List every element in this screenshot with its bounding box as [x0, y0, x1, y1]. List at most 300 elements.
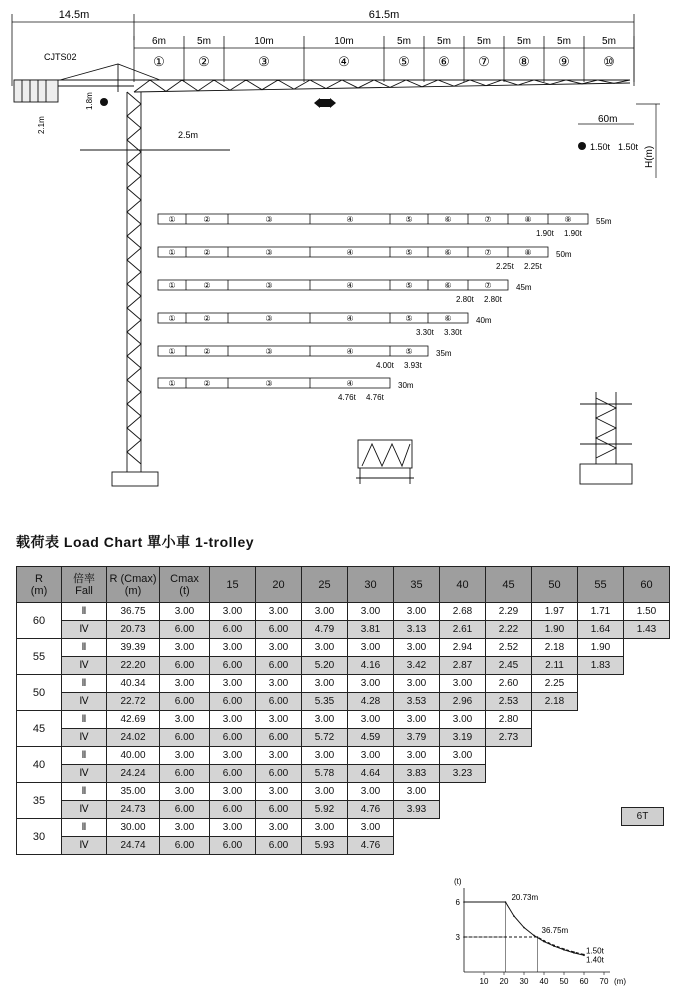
segment-length: 5m — [517, 36, 531, 47]
config-bar — [158, 247, 572, 271]
load-cell: 2.61 — [440, 621, 486, 639]
table-row — [17, 693, 670, 711]
dim-1-8: 1.8m — [85, 92, 94, 110]
load-cell: 6.00 — [256, 693, 302, 711]
table-row — [17, 819, 670, 837]
overall-right-dim: 61.5m — [368, 9, 400, 21]
load-cell: 2.52 — [486, 639, 532, 657]
overall-left-dim: 14.5m — [58, 9, 90, 21]
chart-annotation: 36.75m — [541, 926, 569, 935]
load-cell: 2.45 — [486, 657, 532, 675]
load-cell: 1.97 — [532, 603, 578, 621]
config-segment-number: ④ — [346, 248, 354, 257]
config-load-a: 2.80t — [456, 295, 474, 304]
load-cell: 1.64 — [578, 621, 624, 639]
segment-length: 5m — [557, 36, 571, 47]
config-segment-number: ⑥ — [444, 281, 452, 290]
segment-number: ⑨ — [558, 54, 570, 69]
fall-cell: Ⅳ — [62, 621, 107, 639]
fall-cell: Ⅱ — [62, 783, 107, 801]
config-load-b: 4.76t — [366, 393, 384, 402]
load-cell: 1.90 — [532, 621, 578, 639]
config-segment-number: ③ — [265, 347, 273, 356]
config-load-b: 2.25t — [524, 262, 542, 271]
data-point — [463, 936, 465, 938]
load-cell: 3.00 — [348, 675, 394, 693]
load-cell: 2.29 — [486, 603, 532, 621]
load-cell: 4.28 — [348, 693, 394, 711]
segment-length: 10m — [334, 36, 354, 47]
config-segment-number: ⑦ — [484, 248, 492, 257]
fall-cell: Ⅳ — [62, 801, 107, 819]
cmax-cell: 6.00 — [160, 765, 210, 783]
row-radius: 60 — [17, 603, 62, 639]
load-table — [16, 566, 670, 855]
segment-length: 10m — [254, 36, 274, 47]
load-cell: 3.00 — [348, 819, 394, 837]
config-bar — [158, 346, 452, 370]
load-cell: 1.83 — [578, 657, 624, 675]
segment-length: 6m — [152, 36, 166, 47]
cmax-cell: 3.00 — [160, 639, 210, 657]
load-cell: 3.00 — [348, 603, 394, 621]
row-radius: 55 — [17, 639, 62, 675]
cmax-cell: 3.00 — [160, 711, 210, 729]
segment-length: 5m — [437, 36, 451, 47]
table-row — [17, 783, 670, 801]
load-cell: 3.00 — [256, 783, 302, 801]
segment-number: ③ — [258, 54, 270, 69]
data-point — [553, 944, 555, 946]
load-cell: 3.00 — [348, 639, 394, 657]
cmax-cell: 6.00 — [160, 693, 210, 711]
segment-number: ④ — [338, 54, 350, 69]
data-point — [463, 901, 465, 903]
table-row — [17, 675, 670, 693]
load-cell: 3.00 — [440, 675, 486, 693]
chart-annotation: 1.40t — [586, 955, 604, 965]
config-bar — [158, 313, 492, 337]
load-cell: 3.00 — [394, 747, 440, 765]
load-cell: 5.20 — [302, 657, 348, 675]
segment-length: 5m — [602, 36, 616, 47]
load-cell: 3.19 — [440, 729, 486, 747]
rcmax-cell: 39.39 — [107, 639, 160, 657]
table-row — [17, 747, 670, 765]
load-cell: 3.00 — [394, 639, 440, 657]
segment-number: ⑤ — [398, 54, 410, 69]
load-cell: 3.00 — [394, 603, 440, 621]
dim-2-5: 2.5m — [178, 130, 199, 140]
header-fall: 倍率 Fall — [62, 567, 107, 603]
config-segment-number: ④ — [346, 379, 354, 388]
x-tick-label: 70 — [599, 977, 609, 986]
fall-cell: Ⅳ — [62, 693, 107, 711]
config-segment-number: ③ — [265, 379, 273, 388]
load-cell: 6.00 — [210, 657, 256, 675]
load-cell: 2.18 — [532, 639, 578, 657]
row-radius: 30 — [17, 819, 62, 855]
load-cell: 3.00 — [394, 711, 440, 729]
rcmax-cell: 40.34 — [107, 675, 160, 693]
load-cell: 5.93 — [302, 837, 348, 855]
load-cell: 3.00 — [302, 747, 348, 765]
config-segment-number: ② — [203, 215, 211, 224]
load-cell: 6.00 — [210, 693, 256, 711]
rcmax-cell: 22.72 — [107, 693, 160, 711]
table-row — [17, 657, 670, 675]
load-cell: 3.79 — [394, 729, 440, 747]
load-cell: 3.53 — [394, 693, 440, 711]
tip-load-a: 1.50t — [590, 142, 611, 152]
config-bar — [158, 378, 414, 402]
load-cell: 3.00 — [256, 675, 302, 693]
header-radius: 30 — [348, 567, 394, 603]
data-point — [583, 954, 585, 956]
config-segment-number: ⑥ — [444, 314, 452, 323]
load-cell: 3.00 — [256, 819, 302, 837]
load-cell: 2.68 — [440, 603, 486, 621]
load-cell: 3.93 — [394, 801, 440, 819]
config-segment-number: ⑤ — [405, 248, 413, 257]
config-length: 40m — [476, 316, 492, 325]
load-cell: 1.50 — [624, 603, 670, 621]
table-row — [17, 621, 670, 639]
config-load-b: 3.30t — [444, 328, 462, 337]
cab-icon — [100, 98, 108, 106]
rcmax-cell: 24.74 — [107, 837, 160, 855]
load-cell: 3.00 — [302, 639, 348, 657]
config-segment-number: ⑥ — [444, 215, 452, 224]
load-cell: 2.18 — [532, 693, 578, 711]
load-cell: 3.00 — [256, 711, 302, 729]
load-cell: 2.53 — [486, 693, 532, 711]
table-row — [17, 765, 670, 783]
cmax-cell: 3.00 — [160, 675, 210, 693]
config-segment-number: ② — [203, 314, 211, 323]
cmax-cell: 6.00 — [160, 801, 210, 819]
data-point — [523, 927, 525, 929]
cmax-cell: 6.00 — [160, 837, 210, 855]
fall-cell: Ⅱ — [62, 603, 107, 621]
header-radius: 60 — [624, 567, 670, 603]
segment-length: 5m — [477, 36, 491, 47]
load-cell: 4.79 — [302, 621, 348, 639]
load-cell: 6.00 — [256, 837, 302, 855]
segment-length: 5m — [197, 36, 211, 47]
load-cell: 3.00 — [210, 783, 256, 801]
data-point — [563, 948, 565, 950]
load-cell: 6.00 — [256, 801, 302, 819]
table-row — [17, 711, 670, 729]
segment-number: ⑥ — [438, 54, 450, 69]
load-cell: 6.00 — [210, 837, 256, 855]
config-segment-number: ① — [168, 314, 176, 323]
badge-6t: 6T — [621, 807, 664, 826]
rcmax-cell: 30.00 — [107, 819, 160, 837]
load-cell: 3.00 — [394, 783, 440, 801]
table-row — [17, 837, 670, 855]
load-cell: 4.59 — [348, 729, 394, 747]
load-cell: 2.73 — [486, 729, 532, 747]
table-row — [17, 729, 670, 747]
load-cell: 1.90 — [578, 639, 624, 657]
header-rcmax: R (Cmax) (m) — [107, 567, 160, 603]
row-radius: 45 — [17, 711, 62, 747]
config-segment-number: ① — [168, 215, 176, 224]
config-segment-number: ⑧ — [524, 248, 532, 257]
config-load-a: 4.76t — [338, 393, 356, 402]
load-cell: 6.00 — [210, 621, 256, 639]
fall-cell: Ⅳ — [62, 837, 107, 855]
load-cell: 3.00 — [302, 783, 348, 801]
trolley-icon — [314, 98, 320, 108]
y-tick-label: 6 — [455, 898, 460, 907]
config-load-b: 3.93t — [404, 361, 422, 370]
segment-length: 5m — [397, 36, 411, 47]
section-detail — [356, 440, 414, 484]
config-load-b: 1.90t — [564, 229, 582, 238]
load-cell: 4.76 — [348, 837, 394, 855]
load-cell: 3.00 — [210, 711, 256, 729]
config-load-a: 4.00t — [376, 361, 394, 370]
load-cell: 3.00 — [210, 819, 256, 837]
cmax-cell: 6.00 — [160, 729, 210, 747]
header-radius: 25 — [302, 567, 348, 603]
config-segment-number: ① — [168, 248, 176, 257]
load-curve-chart — [440, 858, 626, 990]
config-segment-number: ⑤ — [405, 281, 413, 290]
load-cell: 1.71 — [578, 603, 624, 621]
load-cell: 2.96 — [440, 693, 486, 711]
config-segment-number: ① — [168, 379, 176, 388]
x-tick-label: 30 — [519, 977, 529, 986]
load-cell: 3.00 — [348, 711, 394, 729]
load-cell: 3.00 — [440, 747, 486, 765]
config-segment-number: ② — [203, 379, 211, 388]
load-cell: 3.00 — [302, 675, 348, 693]
data-point — [543, 940, 545, 942]
load-cell: 3.00 — [256, 639, 302, 657]
load-cell: 4.76 — [348, 801, 394, 819]
load-cell: 2.60 — [486, 675, 532, 693]
load-cell: 3.00 — [210, 639, 256, 657]
cmax-cell: 3.00 — [160, 747, 210, 765]
config-segment-number: ⑤ — [405, 215, 413, 224]
config-bar — [158, 214, 612, 238]
load-cell: 3.42 — [394, 657, 440, 675]
fall-cell: Ⅱ — [62, 639, 107, 657]
row-radius: 40 — [17, 747, 62, 783]
cmax-cell: 6.00 — [160, 621, 210, 639]
load-cell: 2.87 — [440, 657, 486, 675]
config-segment-number: ② — [203, 281, 211, 290]
config-length: 30m — [398, 381, 414, 390]
config-length: 50m — [556, 250, 572, 259]
rcmax-cell: 24.02 — [107, 729, 160, 747]
config-segment-number: ⑥ — [444, 248, 452, 257]
header-r: R (m) — [17, 567, 62, 603]
config-segment-number: ④ — [346, 281, 354, 290]
data-point — [573, 951, 575, 953]
load-cell: 3.23 — [440, 765, 486, 783]
rcmax-cell: 42.69 — [107, 711, 160, 729]
cmax-cell: 3.00 — [160, 783, 210, 801]
table-row — [17, 603, 670, 621]
header-radius: 50 — [532, 567, 578, 603]
y-tick-label: 3 — [455, 933, 460, 942]
data-point — [533, 935, 535, 937]
load-cell: 6.00 — [256, 657, 302, 675]
config-segment-number: ① — [168, 347, 176, 356]
load-cell: 3.00 — [256, 603, 302, 621]
config-length: 45m — [516, 283, 532, 292]
tip-span: 60m — [598, 114, 618, 125]
table-row — [17, 801, 670, 819]
config-segment-number: ⑦ — [484, 281, 492, 290]
base-detail — [580, 392, 632, 484]
config-load-a: 2.25t — [496, 262, 514, 271]
config-segment-number: ⑦ — [484, 215, 492, 224]
cmax-cell: 3.00 — [160, 603, 210, 621]
load-cell: 3.00 — [210, 675, 256, 693]
cmax-cell: 6.00 — [160, 657, 210, 675]
fall-cell: Ⅱ — [62, 711, 107, 729]
height-label: H(m) — [644, 145, 655, 168]
fall-cell: Ⅱ — [62, 819, 107, 837]
header-radius: 35 — [394, 567, 440, 603]
load-cell: 6.00 — [256, 621, 302, 639]
header-radius: 15 — [210, 567, 256, 603]
table-header — [17, 567, 670, 603]
load-cell: 5.78 — [302, 765, 348, 783]
load-cell: 2.80 — [486, 711, 532, 729]
load-cell: 3.13 — [394, 621, 440, 639]
config-segment-number: ③ — [265, 314, 273, 323]
load-cell: 3.00 — [210, 603, 256, 621]
load-chart-title: 载荷表 Load Chart 單小車 1-trolley — [16, 534, 255, 550]
fall-cell: Ⅱ — [62, 675, 107, 693]
config-segment-number: ⑨ — [564, 215, 572, 224]
config-load-a: 3.30t — [416, 328, 434, 337]
header-radius: 20 — [256, 567, 302, 603]
load-cell: 3.00 — [440, 711, 486, 729]
load-cell: 4.16 — [348, 657, 394, 675]
load-cell: 5.92 — [302, 801, 348, 819]
load-cell: 5.35 — [302, 693, 348, 711]
x-tick-label: 10 — [479, 977, 489, 986]
header-radius: 40 — [440, 567, 486, 603]
rcmax-cell: 40.00 — [107, 747, 160, 765]
load-cell: 6.00 — [210, 729, 256, 747]
table-row — [17, 639, 670, 657]
fall-cell: Ⅱ — [62, 747, 107, 765]
load-cell: 3.00 — [302, 711, 348, 729]
cmax-cell: 3.00 — [160, 819, 210, 837]
load-cell: 5.72 — [302, 729, 348, 747]
x-tick-label: 50 — [559, 977, 569, 986]
dim-2-1: 2.1m — [37, 116, 46, 134]
y-axis-label: (t) — [454, 877, 462, 886]
config-segment-number: ④ — [346, 314, 354, 323]
load-cell: 2.11 — [532, 657, 578, 675]
rcmax-cell: 22.20 — [107, 657, 160, 675]
data-point — [513, 915, 515, 917]
config-segment-number: ① — [168, 281, 176, 290]
config-segment-number: ② — [203, 347, 211, 356]
chart-annotation: 1.50t — [586, 946, 604, 956]
rcmax-cell: 36.75 — [107, 603, 160, 621]
load-cell: 3.00 — [210, 747, 256, 765]
config-segment-number: ③ — [265, 248, 273, 257]
rcmax-cell: 35.00 — [107, 783, 160, 801]
header-radius: 55 — [578, 567, 624, 603]
load-cell: 2.94 — [440, 639, 486, 657]
segment-number: ⑩ — [603, 54, 615, 69]
chart-annotation: 20.73m — [511, 893, 539, 902]
load-cell: 6.00 — [210, 765, 256, 783]
model-label: CJTS02 — [44, 52, 77, 62]
config-length: 55m — [596, 217, 612, 226]
rcmax-cell: 20.73 — [107, 621, 160, 639]
load-cell: 3.00 — [348, 783, 394, 801]
row-radius: 35 — [17, 783, 62, 819]
config-bar — [158, 280, 532, 304]
load-cell: 6.00 — [256, 765, 302, 783]
series-line-1 — [464, 937, 584, 955]
x-tick-label: 60 — [579, 977, 589, 986]
load-cell: 3.00 — [256, 747, 302, 765]
load-cell: 3.81 — [348, 621, 394, 639]
config-segment-number: ② — [203, 248, 211, 257]
x-tick-label: 40 — [539, 977, 549, 986]
tip-load-b: 1.50t — [618, 142, 639, 152]
config-segment-number: ③ — [265, 215, 273, 224]
segment-number: ⑦ — [478, 54, 490, 69]
config-segment-number: ⑤ — [405, 314, 413, 323]
load-cell: 4.64 — [348, 765, 394, 783]
load-cell: 3.00 — [302, 819, 348, 837]
load-cell: 3.00 — [394, 675, 440, 693]
rcmax-cell: 24.24 — [107, 765, 160, 783]
config-segment-number: ③ — [265, 281, 273, 290]
load-cell: 1.43 — [624, 621, 670, 639]
segment-number: ② — [198, 54, 210, 69]
load-cell: 2.25 — [532, 675, 578, 693]
header-radius: 45 — [486, 567, 532, 603]
fall-cell: Ⅳ — [62, 657, 107, 675]
load-cell: 6.00 — [256, 729, 302, 747]
config-length: 35m — [436, 349, 452, 358]
load-cell: 3.83 — [394, 765, 440, 783]
segment-number: ① — [153, 54, 165, 69]
config-segment-number: ⑤ — [405, 347, 413, 356]
row-radius: 50 — [17, 675, 62, 711]
config-segment-number: ④ — [346, 215, 354, 224]
x-axis-label: (m) — [614, 977, 626, 986]
fall-cell: Ⅳ — [62, 729, 107, 747]
header-cmax: Cmax (t) — [160, 567, 210, 603]
load-cell: 3.00 — [348, 747, 394, 765]
config-segment-number: ⑧ — [524, 215, 532, 224]
x-tick-label: 20 — [499, 977, 509, 986]
fall-cell: Ⅳ — [62, 765, 107, 783]
jib — [14, 64, 630, 102]
config-segment-number: ④ — [346, 347, 354, 356]
segment-number: ⑧ — [518, 54, 530, 69]
config-load-a: 1.90t — [536, 229, 554, 238]
load-cell: 6.00 — [210, 801, 256, 819]
